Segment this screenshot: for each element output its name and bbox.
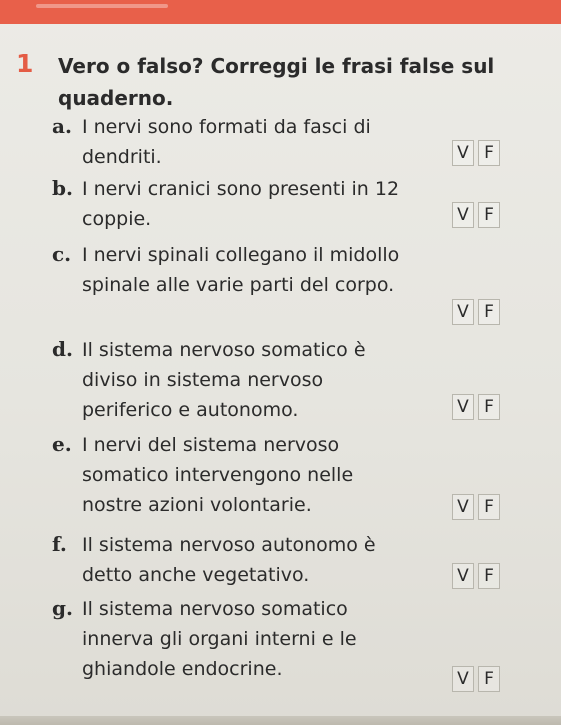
item-letter: e. [52,432,72,456]
question-number: 1 [16,49,34,78]
true-false-choice [452,394,502,420]
banner-decoration [36,4,168,8]
item-text [82,594,412,684]
item-text-rest: in 12 coppie. [82,178,400,230]
item-text-rest: è diviso in sistema nervoso periferico e autonomo. [82,339,366,421]
false-checkbox[interactable]: F [478,299,500,325]
item-letter: a. [52,114,72,138]
true-checkbox[interactable]: V [452,494,474,520]
item-letter: b. [52,176,73,200]
item-text-first: Il sistema nervoso autonomo [82,534,358,556]
item-letter: d. [52,337,73,361]
true-false-choice [452,494,502,520]
true-checkbox[interactable]: V [452,202,474,228]
item-text-rest: è detto anche vegetativo. [82,534,376,586]
true-false-choice [452,140,502,166]
true-checkbox[interactable]: V [452,666,474,692]
true-checkbox[interactable]: V [452,140,474,166]
item-text [82,335,412,425]
item-text-first: I nervi sono formati da fasci [82,116,348,138]
item-text [82,430,412,520]
item-text-rest: somatico intervengono nelle nostre azioni volontarie. [82,464,354,516]
question-title: Vero o falso? Correggi le frasi false sul quaderno. [58,54,495,110]
false-checkbox[interactable]: F [478,394,500,420]
false-checkbox[interactable]: F [478,563,500,589]
true-false-choice [452,202,502,228]
false-checkbox[interactable]: F [478,202,500,228]
true-false-choice [452,299,502,325]
item-letter: g. [52,596,73,620]
true-checkbox[interactable]: V [452,299,474,325]
item-text [82,240,412,300]
item-text [82,530,412,590]
true-false-choice [452,666,502,692]
top-banner [0,0,561,24]
item-text-first: I nervi spinali collegano il [82,244,324,266]
item-text-first: Il sistema nervoso somatico [82,598,348,620]
item-text-first: I nervi cranici sono presenti [82,178,346,200]
item-letter: c. [52,242,72,266]
item-text-first: Il sistema nervoso somatico [82,339,348,361]
item-letter: f. [52,532,67,556]
true-checkbox[interactable]: V [452,394,474,420]
false-checkbox[interactable]: F [478,666,500,692]
false-checkbox[interactable]: F [478,494,500,520]
item-text-rest: innerva gli organi interni e le ghiandole endocrine. [82,628,357,680]
item-text [82,174,412,234]
item-text-rest: midollo spinale alle varie parti del corpo. [82,244,400,296]
item-text [82,112,412,172]
true-checkbox[interactable]: V [452,563,474,589]
page-bottom-edge [0,716,561,725]
false-checkbox[interactable]: F [478,140,500,166]
item-text-first: I nervi del sistema nervoso [82,434,340,456]
item-text-rest: di dendriti. [82,116,371,168]
true-false-choice [452,563,502,589]
